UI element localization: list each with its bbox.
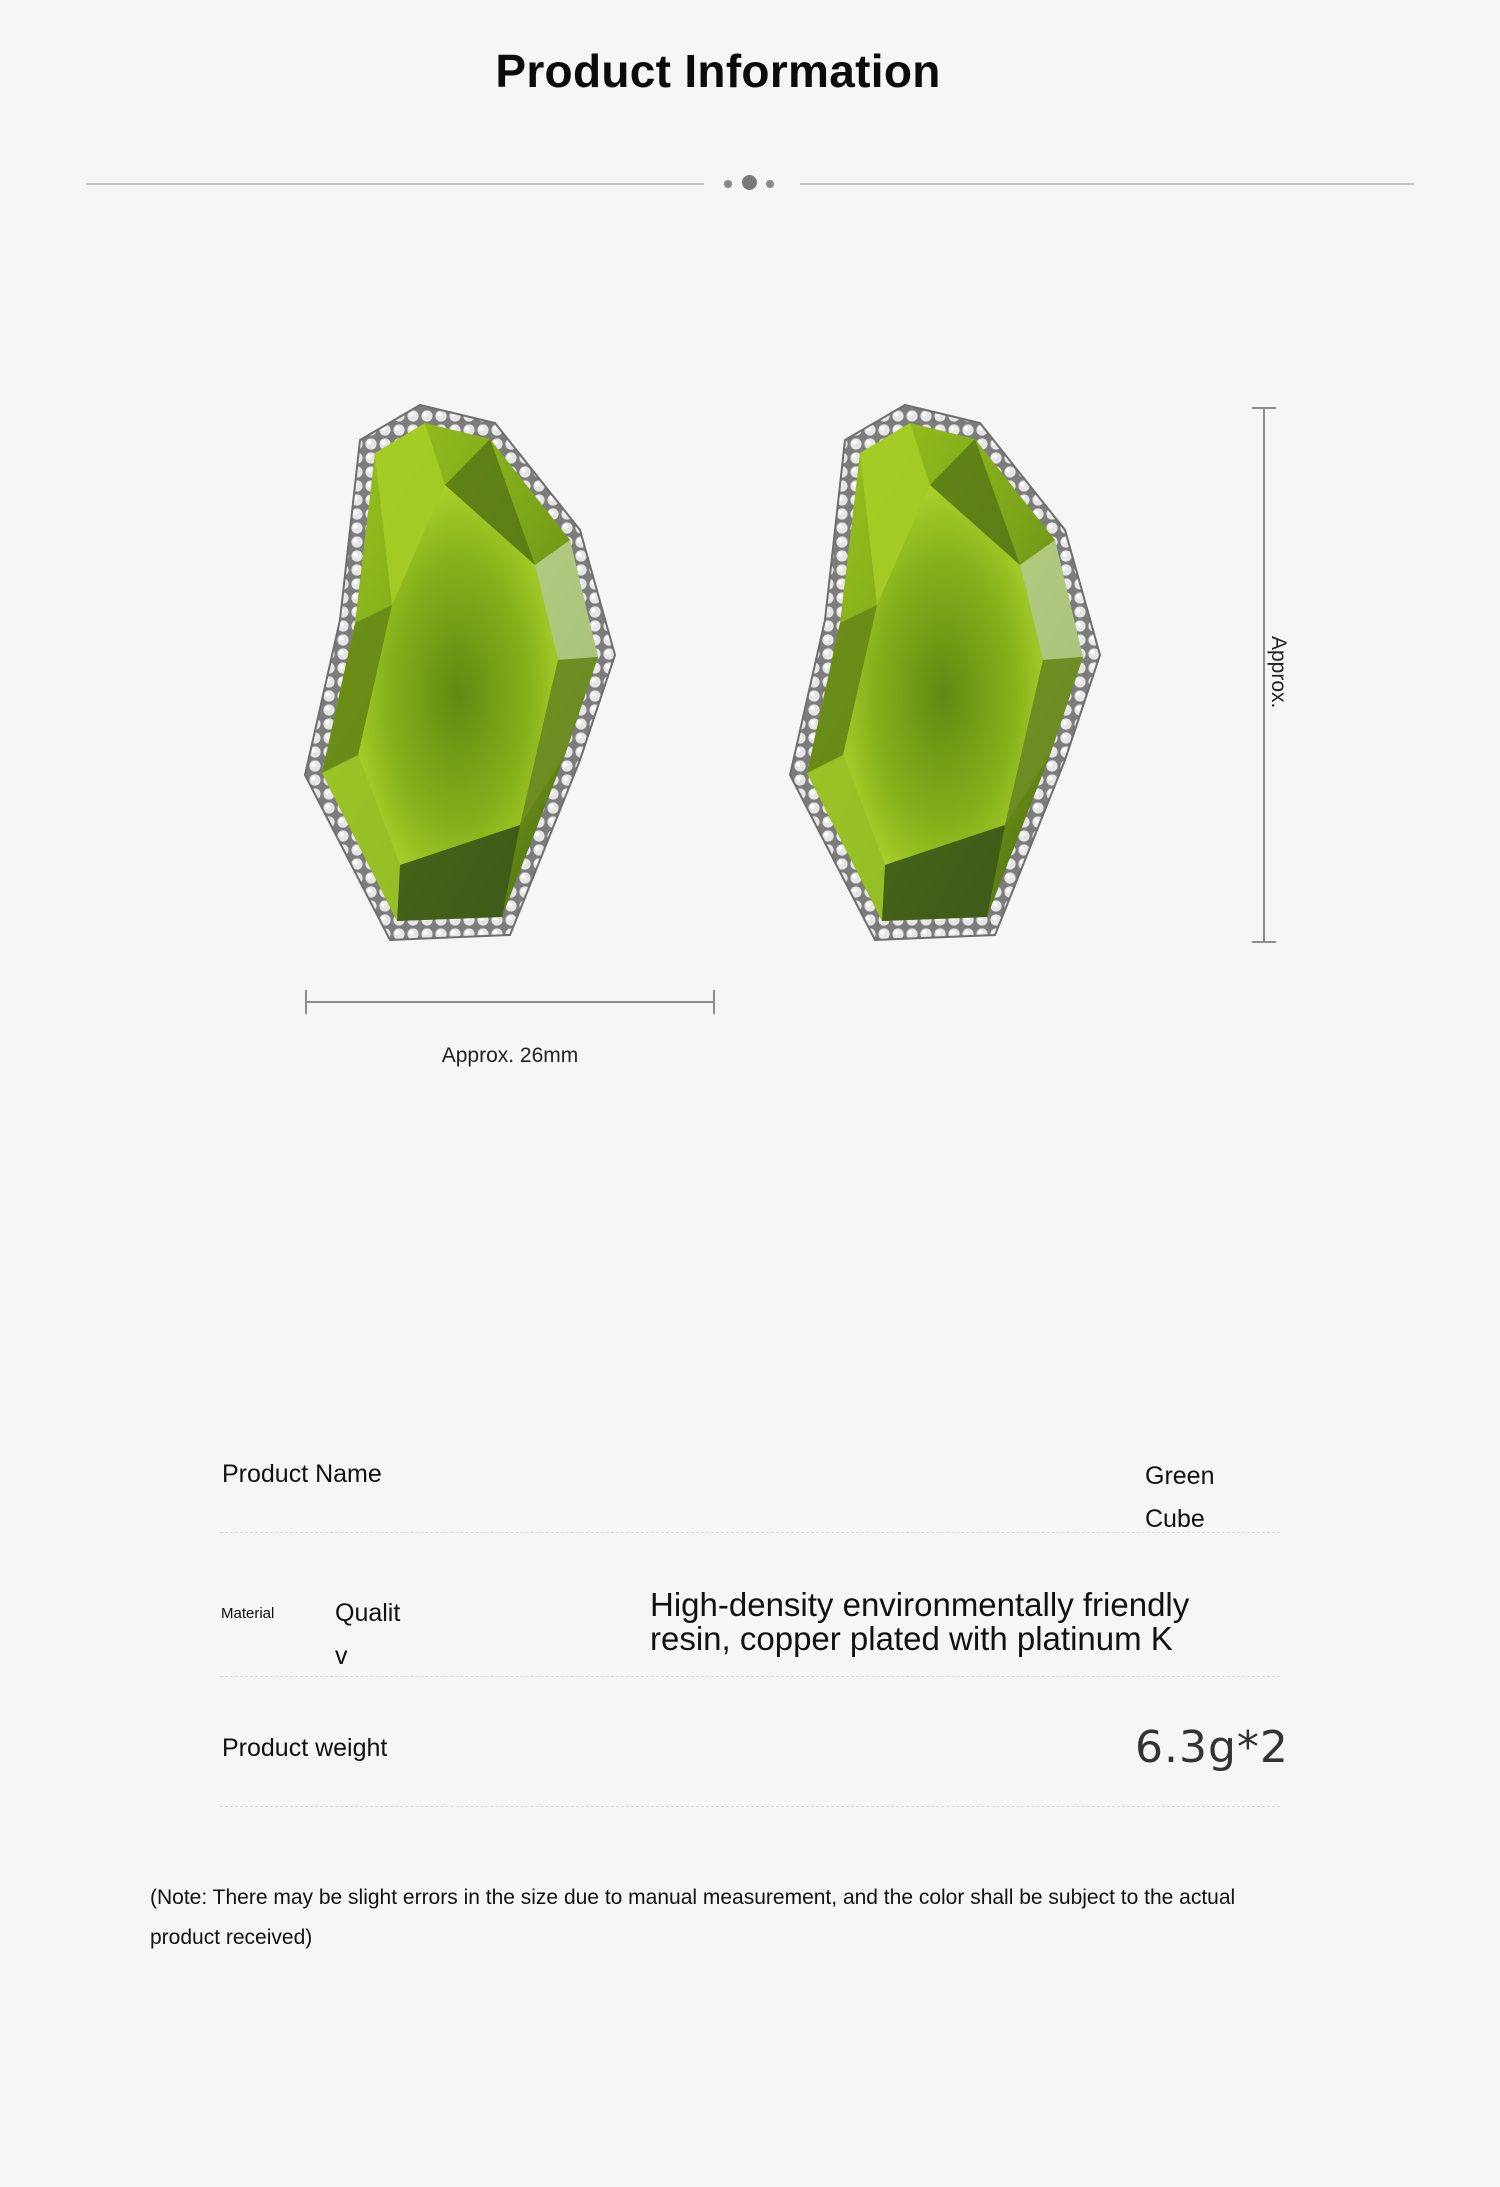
earrings-image [280, 395, 1230, 955]
weight-label: Product weight [222, 1734, 388, 1762]
width-dimension-label: Approx. 26mm [441, 1044, 579, 1067]
divider-right [800, 183, 1414, 185]
height-dimension-label: Approx. [1267, 636, 1290, 709]
material-sub-label-line1: Qualit [335, 1599, 401, 1627]
earring-left [305, 405, 615, 940]
divider-left [86, 183, 704, 185]
product-name-value-line2: Cube [1145, 1505, 1205, 1533]
page-title: Product Information [495, 45, 941, 97]
disclaimer-note: (Note: There may be slight errors in the size due to manual measurement, and the color shall be subject to the actual product received) [150, 1886, 1236, 1949]
row-divider [220, 1532, 1280, 1533]
divider-dot-left [724, 180, 732, 188]
product-name-value-line1: Green [1145, 1462, 1215, 1490]
row-divider [220, 1676, 1280, 1677]
divider-dot-center [742, 175, 757, 190]
product-name-label: Product Name [222, 1460, 382, 1488]
material-value-line2: resin, copper plated with platinum K [650, 1620, 1173, 1657]
material-value-line1: High-density environmentally friendly [650, 1586, 1190, 1623]
material-label: Material [221, 1605, 275, 1622]
divider-dot-right [766, 180, 774, 188]
earring-right [790, 405, 1100, 940]
width-dimension-line [305, 990, 715, 1014]
row-divider [220, 1806, 1280, 1807]
weight-value: 6.3g*2 [1135, 1722, 1289, 1773]
material-sub-label-line2: v [335, 1642, 348, 1670]
